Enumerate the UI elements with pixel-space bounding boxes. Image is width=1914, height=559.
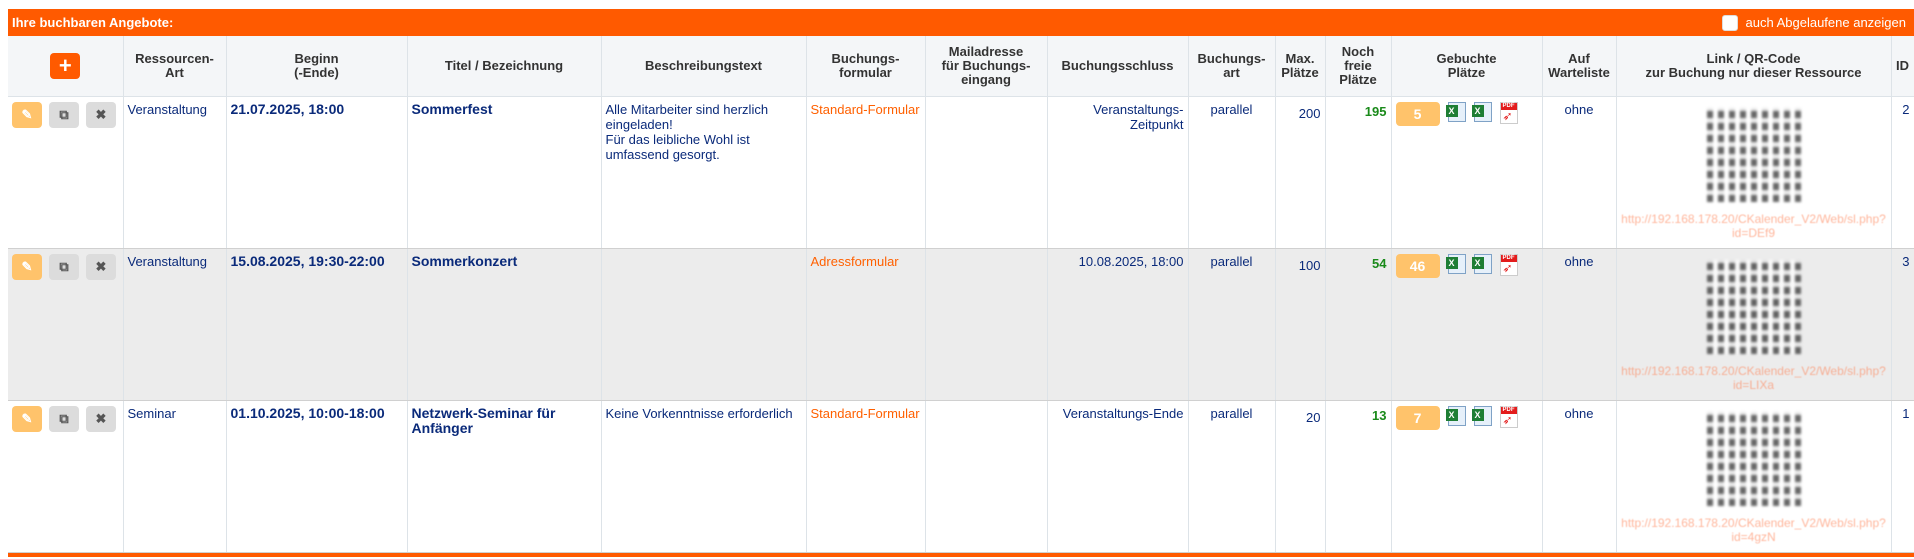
qr-code[interactable] [1707,108,1801,202]
booked-count-badge[interactable]: 5 [1396,102,1440,126]
close-icon: ✖ [95,259,107,274]
row-actions [8,400,123,552]
col-mail[interactable]: Mailadresse für Buchungs- eingang [925,36,1047,96]
cell-free: 195 [1325,96,1391,248]
cell-description: Keine Vorkenntnisse erforderlich [601,400,806,552]
cell-type: Veranstaltung [123,96,226,248]
col-form[interactable]: Buchungs- formular [806,36,925,96]
cell-begin: 15.08.2025, 19:30-22:00 [226,248,407,400]
copy-button[interactable] [49,406,79,432]
delete-button[interactable] [86,102,116,128]
row-actions [8,96,123,248]
col-type[interactable]: Ressourcen- Art [123,36,226,96]
cell-form: Standard-Formular [806,400,925,552]
add-offer-button[interactable]: + [50,53,80,79]
col-booking-type[interactable]: Buchungs- art [1188,36,1275,96]
cell-link [1616,96,1891,248]
cell-description [601,248,806,400]
booking-link[interactable]: http://192.168.178.20/CKalender_V2/Web/sl.php?id=4gzN [1621,515,1886,544]
pdf-icon[interactable] [1500,254,1518,276]
copy-icon: ⧉ [59,107,69,122]
col-booked[interactable]: Gebuchte Plätze [1391,36,1542,96]
qr-code[interactable] [1707,260,1801,354]
cell-max: 200 [1275,96,1325,248]
cell-title: Sommerfest [407,96,601,248]
show-expired-toggle[interactable] [1722,15,1906,31]
cell-booked [1391,248,1542,400]
cell-link [1616,248,1891,400]
col-waitlist[interactable]: Auf Warteliste [1542,36,1616,96]
close-icon: ✖ [95,107,107,122]
cell-type: Veranstaltung [123,248,226,400]
col-max[interactable]: Max. Plätze [1275,36,1325,96]
cell-booking-type: parallel [1188,248,1275,400]
cell-id: 3 [1891,248,1914,400]
col-deadline[interactable]: Buchungsschluss [1047,36,1188,96]
panel-title: Ihre buchbaren Angebote: [12,15,174,30]
cell-type: Seminar [123,400,226,552]
table-header-row [8,36,1914,96]
cell-booking-type: parallel [1188,400,1275,552]
booking-link[interactable]: http://192.168.178.20/CKalender_V2/Web/sl.php?id=DEf9 [1621,211,1886,240]
table-row [8,96,1914,248]
copy-icon: ⧉ [59,259,69,274]
cell-mail [925,248,1047,400]
cell-link [1616,400,1891,552]
col-id[interactable]: ID [1891,36,1914,96]
copy-button[interactable] [49,254,79,280]
cell-title: Netzwerk-Seminar für Anfänger [407,400,601,552]
edit-button[interactable] [12,102,42,128]
cell-form: Adressformular [806,248,925,400]
col-free[interactable]: Noch freie Plätze [1325,36,1391,96]
qr-code[interactable] [1707,412,1801,506]
pencil-icon: ✎ [21,107,33,122]
booking-link[interactable]: http://192.168.178.20/CKalender_V2/Web/sl.php?id=LIXa [1621,363,1886,392]
panel-footer-line [8,553,1914,557]
delete-button[interactable] [86,406,116,432]
cell-deadline: Veranstaltungs-Ende [1047,400,1188,552]
pencil-icon: ✎ [21,411,33,426]
cell-waitlist: ohne [1542,248,1616,400]
pdf-icon[interactable] [1500,102,1518,124]
excel-icon[interactable] [1448,254,1466,274]
excel-icon[interactable] [1474,254,1492,274]
excel-icon[interactable] [1448,102,1466,122]
cell-free: 13 [1325,400,1391,552]
delete-button[interactable] [86,254,116,280]
cell-booked [1391,400,1542,552]
cell-deadline: 10.08.2025, 18:00 [1047,248,1188,400]
show-expired-label: auch Abgelaufene anzeigen [1745,15,1906,30]
copy-icon: ⧉ [59,411,69,426]
cell-description: Alle Mitarbeiter sind herzlich eingeladen! Für das leibliche Wohl ist umfassend gesorgt. [601,96,806,248]
pencil-icon: ✎ [21,259,33,274]
booked-count-badge[interactable]: 46 [1396,254,1440,278]
excel-icon[interactable] [1474,406,1492,426]
booked-count-badge[interactable]: 7 [1396,406,1440,430]
cell-max: 20 [1275,400,1325,552]
panel-header [8,9,1914,36]
col-description[interactable]: Beschreibungstext [601,36,806,96]
table-row [8,248,1914,400]
table-body [8,96,1914,552]
cell-title: Sommerkonzert [407,248,601,400]
excel-icon[interactable] [1448,406,1466,426]
close-icon: ✖ [95,411,107,426]
cell-mail [925,96,1047,248]
pdf-icon[interactable] [1500,406,1518,428]
show-expired-checkbox[interactable] [1722,15,1738,31]
cell-waitlist: ohne [1542,96,1616,248]
cell-booking-type: parallel [1188,96,1275,248]
offers-panel [8,9,1914,557]
cell-mail [925,400,1047,552]
cell-max: 100 [1275,248,1325,400]
cell-id: 1 [1891,400,1914,552]
cell-deadline: Veranstaltungs-Zeitpunkt [1047,96,1188,248]
col-title[interactable]: Titel / Bezeichnung [407,36,601,96]
col-begin[interactable]: Beginn (-Ende) [226,36,407,96]
cell-begin: 01.10.2025, 10:00-18:00 [226,400,407,552]
cell-waitlist: ohne [1542,400,1616,552]
cell-begin: 21.07.2025, 18:00 [226,96,407,248]
edit-button[interactable] [12,254,42,280]
col-link[interactable]: Link / QR-Code zur Buchung nur dieser Ressource [1616,36,1891,96]
offers-table [8,36,1914,553]
edit-button[interactable] [12,406,42,432]
copy-button[interactable] [49,102,79,128]
cell-free: 54 [1325,248,1391,400]
cell-form: Standard-Formular [806,96,925,248]
table-row [8,400,1914,552]
row-actions [8,248,123,400]
cell-id: 2 [1891,96,1914,248]
excel-icon[interactable] [1474,102,1492,122]
add-column-header [8,36,123,96]
cell-booked [1391,96,1542,248]
